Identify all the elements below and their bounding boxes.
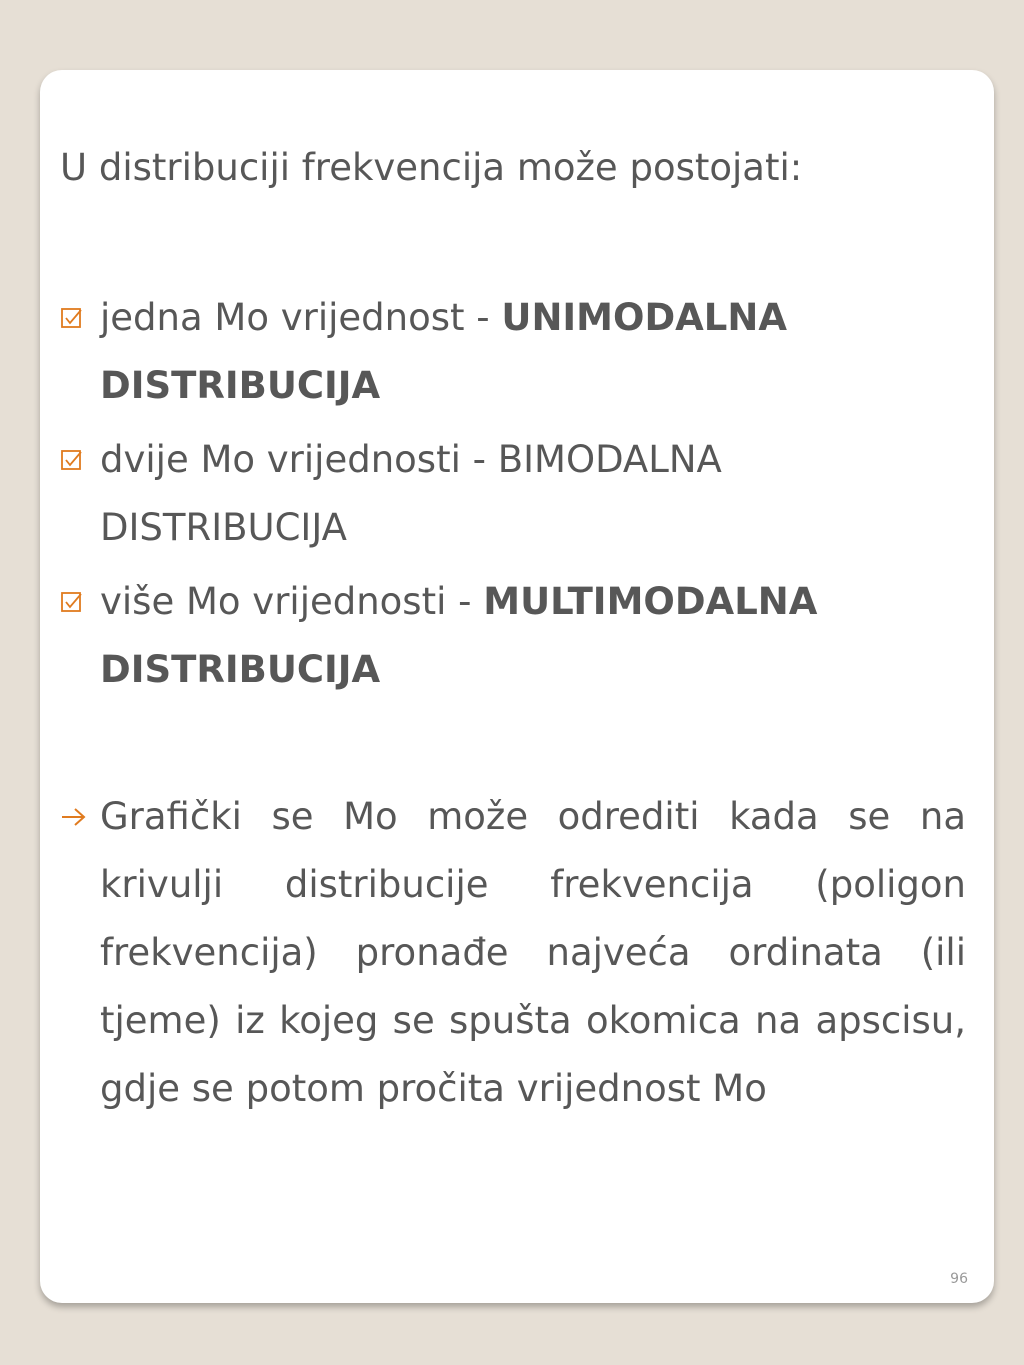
bullet-emphasis: MULTIMODALNA DISTRIBUCIJA [100, 580, 818, 691]
bullet-emphasis: UNIMODALNA DISTRIBUCIJA [100, 296, 787, 407]
checkbox-icon [60, 284, 92, 352]
bullet-unimodal [60, 284, 966, 420]
slide [40, 70, 994, 1303]
note-graphical-mode [60, 783, 966, 1123]
bullet-multimodal [60, 568, 966, 704]
page-number: 96 [950, 1271, 968, 1287]
bullet-text: jedna Mo vrijednost - [100, 296, 502, 339]
bullet-text: više Mo vrijednosti - [100, 580, 484, 623]
checkbox-icon [60, 426, 92, 494]
note-text: Grafički se Mo može odrediti kada se na krivulji distribucije frekvencija (poligon frekvencija) pronađe najveća ordinata (ili tjeme) iz kojeg se spušta okomica na apscisu, gdje se potom pročita vrijednost Mo [100, 795, 966, 1110]
intro-text: U distribuciji frekvencija može postojati: [60, 146, 803, 189]
arrow-right-icon [60, 783, 92, 851]
checkbox-icon [60, 568, 92, 636]
bullet-text: dvije Mo vrijednosti - BIMODALNA DISTRIBUCIJA [100, 438, 722, 549]
bullet-bimodal [60, 426, 966, 562]
